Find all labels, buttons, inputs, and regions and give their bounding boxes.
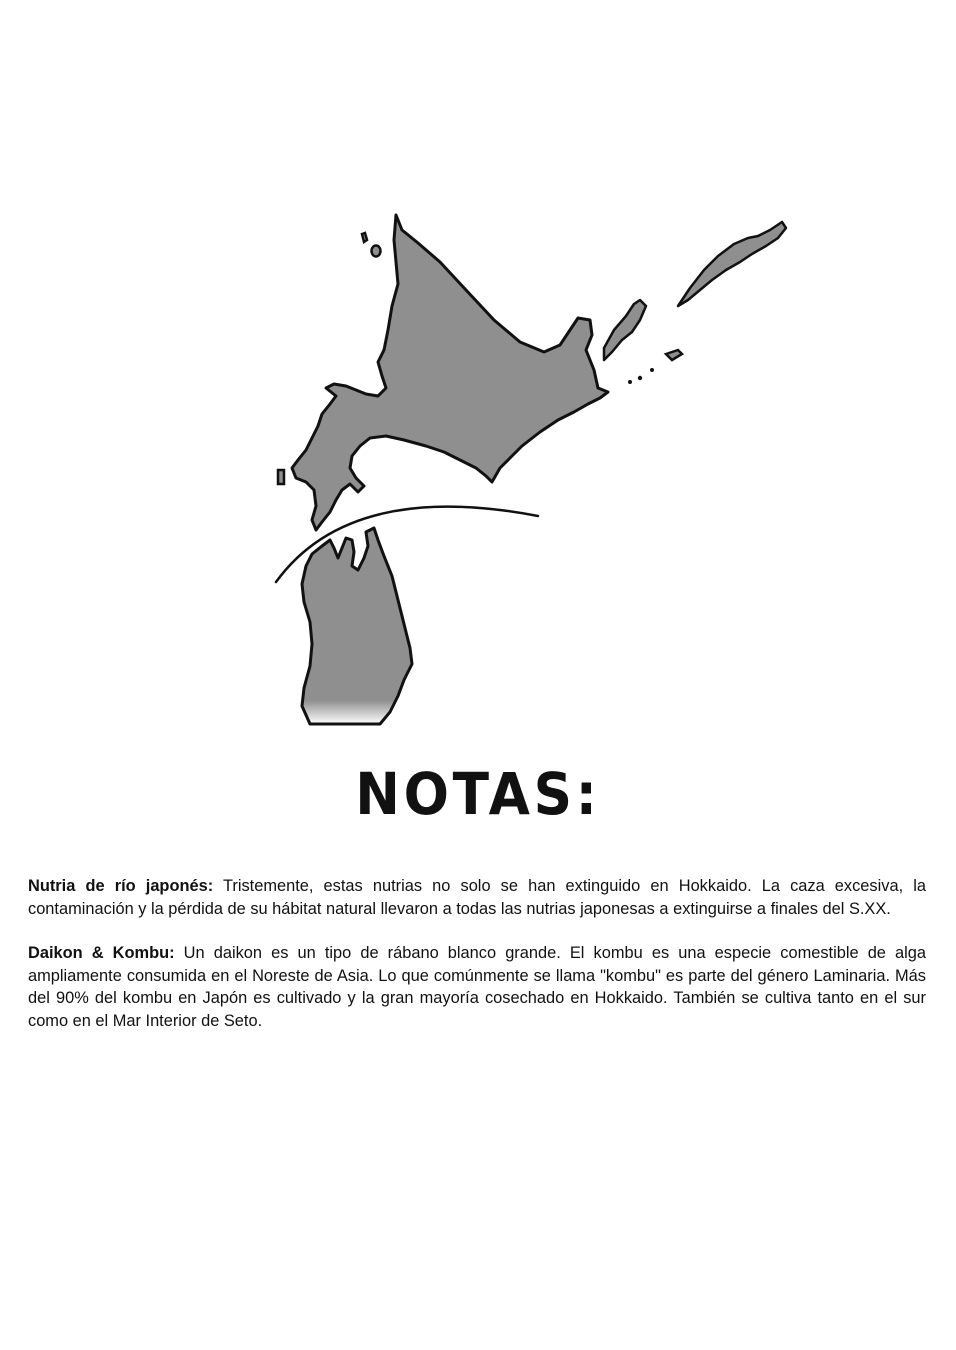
habomai-islet-2 [638, 376, 642, 380]
note-term: Daikon & Kombu: [28, 944, 175, 962]
rishiri-island-shape [372, 246, 381, 257]
rebun-island-shape [362, 233, 367, 242]
habomai-islet-3 [650, 368, 654, 372]
habomai-islet-1 [628, 380, 632, 384]
honshu-shape [302, 528, 412, 724]
kunashiri-island-shape [604, 300, 646, 360]
shikotan-island-shape [666, 350, 682, 360]
note-daikon-kombu [28, 942, 926, 1032]
note-text: Un daikon es un tipo de rábano blanco grande. El kombu es una especie comestible de alga ampliamente consumida en el Noreste de Asia. Lo que comúnmente se llama "kombu" es parte del género Laminaria. Más del 90% del kombu en Japón es cultivado y la gran mayoría cosechado en Hokkaido. También se cultiva tanto en el sur como en el Mar Interior de Seto. [28, 944, 927, 1030]
notes-heading: NOTAS: [355, 760, 601, 828]
note-otter [28, 875, 926, 920]
iturup-island-shape [678, 222, 786, 306]
notes-body [28, 875, 926, 1054]
note-text: Tristemente, estas nutrias no solo se han extinguido en Hokkaido. La caza excesiva, la contaminación y la pérdida de su hábitat natural llevaron a todas las nutrias japonesas a extinguirse a finales del S.XX. [28, 877, 926, 918]
okushiri-island-shape [278, 470, 284, 484]
note-term: Nutria de río japonés: [28, 877, 214, 895]
hokkaido-shape [292, 215, 608, 530]
